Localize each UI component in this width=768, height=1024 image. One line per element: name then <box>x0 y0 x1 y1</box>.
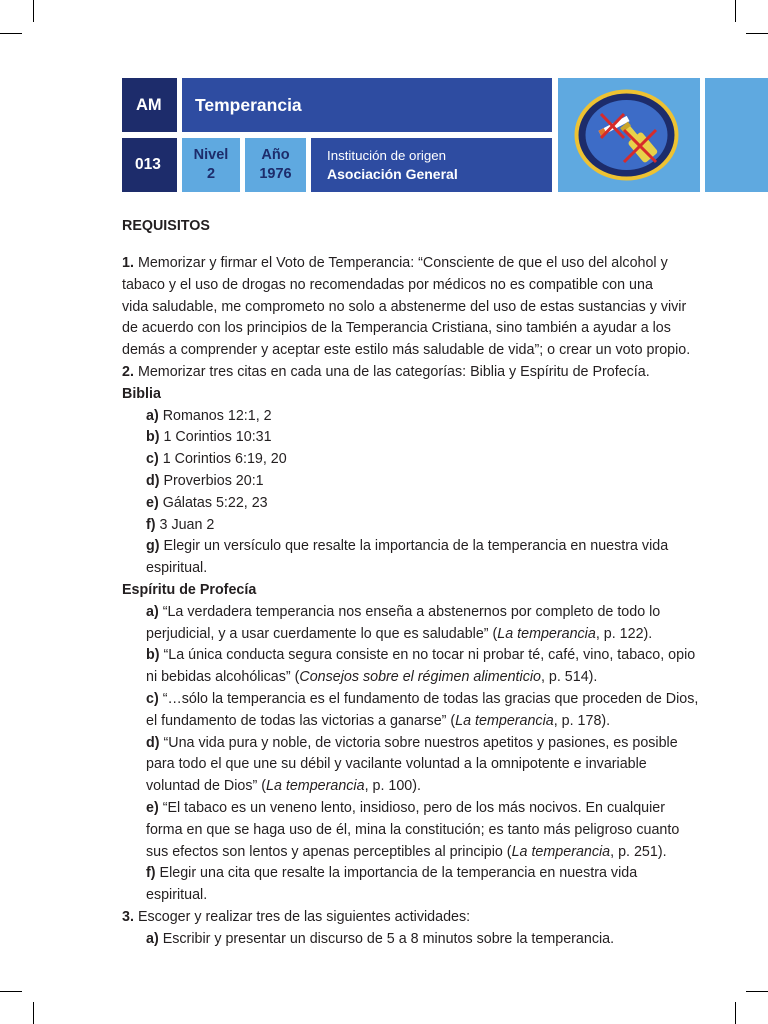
quote-item-continuation: para todo el que une su débil y vacilante voluntad a la omnipotente e invariable <box>146 756 647 773</box>
source-reference: , p. 251). <box>610 843 667 860</box>
item-letter: a) <box>146 603 159 620</box>
source-title: Consejos sobre el régimen alimenticio <box>299 669 541 686</box>
quote-item <box>122 798 722 820</box>
source-reference: , p. 122). <box>595 625 653 642</box>
origin-box <box>311 138 552 192</box>
honor-title: Temperancia <box>195 95 302 115</box>
quote-text: perjudicial, y a usar cuerdamente lo que es saludable” ( <box>146 625 498 642</box>
requirement-text-line: tabaco y el uso de drogas no recomendadas por médicos no es compatible con una <box>122 276 653 293</box>
source-title: La temperancia <box>497 625 596 642</box>
requirement-number: 1. <box>122 255 134 271</box>
quote-item-continuation <box>122 624 722 646</box>
item-letter: f) <box>146 865 156 882</box>
origin-value: Asociación General <box>327 166 458 182</box>
quote-text: voluntad de Dios” ( <box>146 778 266 795</box>
requirement-text-line: de acuerdo con los principios de la Temperancia Cristiana, sino también a ayudar a los <box>122 320 671 337</box>
crop-mark <box>735 1002 736 1024</box>
quote-item-continuation: forma en que se haga uso de él, mina la constitución; es tanto más peligroso cuanto <box>146 821 680 838</box>
quote-text: “La verdadera temperancia nos enseña a abstenernos por completo de todo lo <box>162 603 661 620</box>
requirement-number: 2. <box>122 363 134 380</box>
item-letter: d) <box>146 734 160 751</box>
quote-item-continuation <box>122 776 722 798</box>
requirement-item <box>122 362 722 384</box>
item-letter: b) <box>146 429 160 446</box>
source-title: La temperancia <box>455 712 554 729</box>
item-text: Romanos 12:1, 2 <box>162 407 272 424</box>
quote-text: sus efectos son lentos y apenas perceptibles al principio ( <box>146 843 512 860</box>
list-item <box>122 515 722 537</box>
category-heading: Espíritu de Profecía <box>122 581 257 598</box>
quote-item-continuation <box>122 667 722 689</box>
level-label: Nivel <box>193 147 229 163</box>
level-value: 2 <box>206 166 216 182</box>
quote-item <box>122 689 722 711</box>
honor-title-bar <box>182 78 552 132</box>
item-letter: e) <box>146 494 159 511</box>
item-text: Escribir y presentar un discurso de 5 a 8 minutos sobre la temperancia. <box>162 930 615 947</box>
side-color-strip <box>705 78 768 192</box>
list-item <box>122 863 722 885</box>
quote-text: ni bebidas alcohólicas” ( <box>146 669 300 686</box>
honor-number-box <box>122 138 177 192</box>
quote-item <box>122 602 722 624</box>
section-heading: REQUISITOS <box>122 218 210 234</box>
list-item-continuation: espiritual. <box>146 560 208 577</box>
honor-number: 013 <box>135 156 161 173</box>
requirement-text-line: vida saludable, me comprometo no solo a abstenerme del uso de estas sustancias y vivir <box>122 298 687 315</box>
year-label: Año <box>261 147 290 163</box>
quote-text: el fundamento de todas las victorias a ganarse” ( <box>146 712 456 729</box>
item-text: Elegir una cita que resalte la importancia de la temperancia en nuestra vida <box>159 865 638 882</box>
item-text: 1 Corintios 10:31 <box>163 429 272 446</box>
quote-text: “El tabaco es un veneno lento, insidioso, pero de los más nocivos. En cualquier <box>162 799 665 816</box>
source-reference: , p. 100). <box>364 778 421 795</box>
quote-item <box>122 733 722 755</box>
item-text: 3 Juan 2 <box>159 516 215 533</box>
requirement-text-line: demás a comprender y aceptar este estilo más saludable de vida”; o crear un voto propio. <box>122 342 691 359</box>
item-text: Gálatas 5:22, 23 <box>162 494 268 511</box>
item-text: 1 Corintios 6:19, 20 <box>162 451 287 468</box>
crop-mark <box>0 33 22 34</box>
requirement-number: 3. <box>122 908 134 925</box>
crop-mark <box>0 991 22 992</box>
item-letter: c) <box>146 690 159 707</box>
quote-item-continuation <box>122 711 722 733</box>
item-letter: a) <box>146 407 159 424</box>
year-value: 1976 <box>259 166 292 182</box>
item-letter: g) <box>146 538 160 555</box>
quote-item-continuation <box>122 842 722 864</box>
category-code: AM <box>136 96 162 114</box>
crop-mark <box>746 991 768 992</box>
requirement-text: Memorizar tres citas en cada una de las categorías: Biblia y Espíritu de Profecía. <box>137 363 650 380</box>
origin-label: Institución de origen <box>327 148 447 163</box>
source-reference: , p. 178). <box>553 712 611 729</box>
item-text: Elegir un versículo que resalte la importancia de la temperancia en nuestra vida <box>163 538 669 555</box>
list-item <box>122 427 722 449</box>
list-item <box>122 471 722 493</box>
list-item <box>122 929 722 951</box>
source-reference: , p. 514). <box>540 669 598 686</box>
item-letter: a) <box>146 930 159 947</box>
temperance-honor-badge-icon <box>558 78 700 192</box>
source-title: La temperancia <box>511 843 611 860</box>
list-item-continuation: espiritual. <box>146 887 208 904</box>
list-item <box>122 493 722 515</box>
category-code-box <box>122 78 177 132</box>
quote-text: “La única conducta segura consiste en no tocar ni probar té, café, vino, tabaco, opio <box>163 647 696 664</box>
item-letter: f) <box>146 516 156 533</box>
quote-text: “…sólo la temperancia es el fundamento de todas las gracias que proceden de Dios, <box>162 690 699 707</box>
crop-mark <box>735 0 736 22</box>
list-item <box>122 536 722 558</box>
year-box <box>245 138 306 192</box>
badge-panel <box>558 78 700 192</box>
item-letter: b) <box>146 647 160 664</box>
quote-item <box>122 645 722 667</box>
item-letter: c) <box>146 451 159 468</box>
requirement-text: Escoger y realizar tres de las siguientes actividades: <box>137 908 471 925</box>
category-heading: Biblia <box>122 385 161 402</box>
quote-text: “Una vida pura y noble, de victoria sobre nuestros apetitos y pasiones, es posible <box>163 734 678 751</box>
requirement-item <box>122 907 722 929</box>
crop-mark <box>33 1002 34 1024</box>
list-item <box>122 449 722 471</box>
list-item <box>122 406 722 428</box>
requirements-list <box>122 253 722 951</box>
source-title: La temperancia <box>266 778 365 795</box>
crop-mark <box>746 33 768 34</box>
item-letter: e) <box>146 799 159 816</box>
level-box <box>182 138 240 192</box>
item-letter: d) <box>146 472 160 489</box>
crop-mark <box>33 0 34 22</box>
requirement-text: Memorizar y firmar el Voto de Temperancia: “Consciente de que el uso del alcohol y <box>137 255 668 271</box>
item-text: Proverbios 20:1 <box>163 472 264 489</box>
requirement-item <box>122 253 722 275</box>
